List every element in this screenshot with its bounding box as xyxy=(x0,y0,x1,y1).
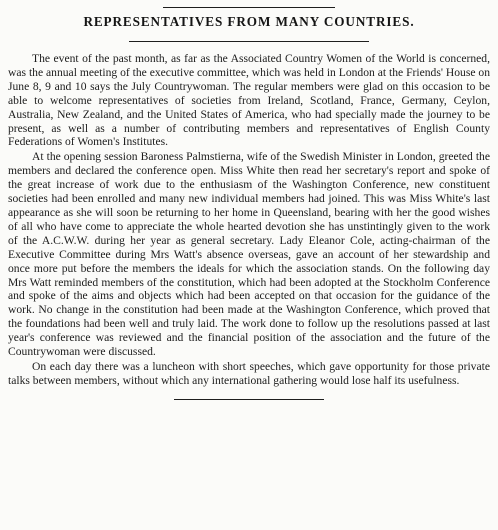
article-paragraph-2: At the opening session Baroness Palmstierna, wife of the Swedish Minister in London, greeted the members and declared the conference open. Miss White then read her secretary's report and spoke of the great increase of work due to the enthusiasm of the Washington Conference, new constituent societies had been enrolled and many new individual members had joined. This was Miss White's last appearance as she will soon be returning to her home in Queensland, bearing with her the good wishes of all who have come to appreciate the whole hearted devotion she has unstintingly given to the work of the A.C.W.W. during her year as general secretary. Lady Eleanor Cole, acting-chairman of the Executive Committee during Mrs Watt's absence overseas, gave an account of her stewardship and once more put before the members the ideals for which the association stands. On the following day Mrs Watt reminded members of the constitution, which had been adopted at the Stockholm Conference and spoke of the aims and objects which had been accepted on that occasion for the guidance of the work. No change in the constitution had been made at the Washington Conference, which proved that the foundations had been well and truly laid. The work done to follow up the resolutions passed at last year's conference was reviewed and the financial position of the association and the future of the Countrywoman were discussed. xyxy=(8,150,490,359)
article-body xyxy=(8,52,490,388)
article-paragraph-1: The event of the past month, as far as the Associated Country Women of the World is concerned, was the annual meeting of the executive committee, which was held in London at the Friends' House on June 8, 9 and 10 says the July Countrywoman. The regular members were glad on this occasion to be able to welcome representatives of societies from Ireland, Scotland, France, Germany, Ceylon, Australia, New Zealand, and the United States of America, who had specially made the journey to be present, as well as a number of contributing members and representatives of English County Federations of Women's Institutes. xyxy=(8,52,490,149)
article-paragraph-3: On each day there was a luncheon with short speeches, which gave opportunity for those private talks between members, without which any international gathering would lose half its usefulness. xyxy=(8,359,490,387)
top-rule xyxy=(163,7,335,8)
article-headline: REPRESENTATIVES FROM MANY COUNTRIES. xyxy=(83,14,415,29)
headline-rule xyxy=(129,41,369,42)
bottom-rule xyxy=(174,399,324,400)
